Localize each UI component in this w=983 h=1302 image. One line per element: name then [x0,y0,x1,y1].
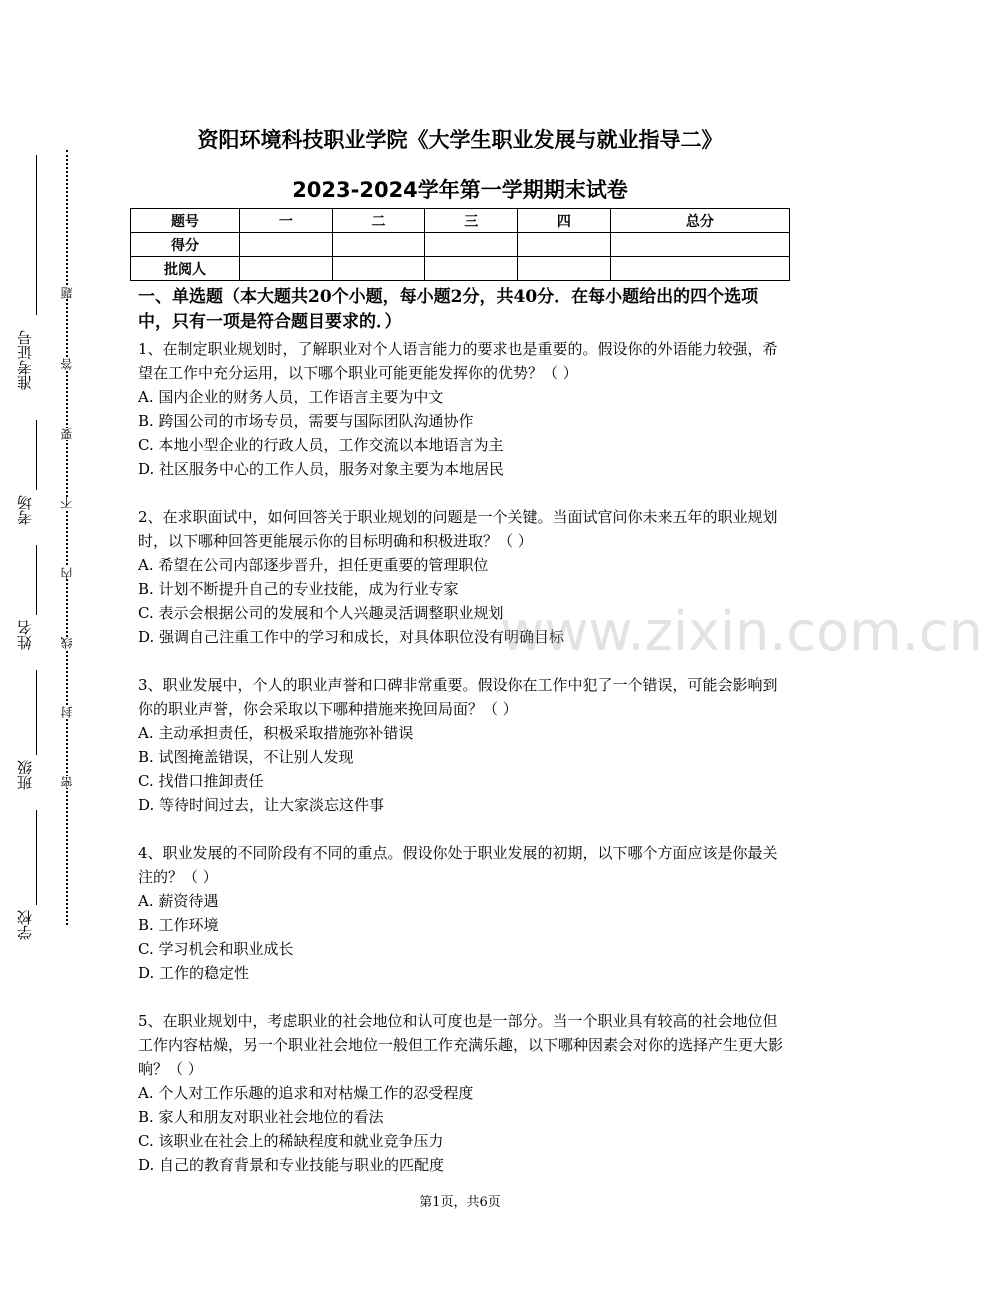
seal-char: 答 [60,358,74,370]
seal-dotted-line [66,150,68,925]
seal-char: 封 [60,706,74,718]
score-cell[interactable] [332,233,425,257]
margin-field-class: 班级 [16,760,34,790]
watermark: www.zixin.com.cn [500,600,983,663]
grader-cell[interactable] [332,257,425,281]
option-d: D. 自己的教育背景和专业技能与职业的匹配度 [138,1156,445,1174]
question-stem: 4、职业发展的不同阶段有不同的重点。假设你处于职业发展的初期，以下哪个方面应该是你最关注的？（ ） [138,844,778,886]
margin-field-school: 学校 [16,910,34,940]
exam-title: 资阳环境科技职业学院《大学生职业发展与就业指导二》 [197,128,723,152]
column-header: 四 [518,209,611,233]
question [138,673,788,817]
option-d: D. 等待时间过去，让大家淡忘这件事 [138,796,385,814]
option-d: D. 工作的稳定性 [138,964,250,982]
table-row [131,257,790,281]
question [138,337,788,481]
score-cell[interactable] [240,233,333,257]
row-label: 批阅人 [131,257,240,281]
option-a: A. 希望在公司内部逐步晋升，担任更重要的管理职位 [138,556,489,574]
question-stem: 3、职业发展中，个人的职业声誉和口碑非常重要。假设你在工作中犯了一个错误，可能会影响到你的职业声誉，你会采取以下哪种措施来挽回局面？（ ） [138,676,778,718]
question-stem: 1、在制定职业规划时，了解职业对个人语言能力的要求也是重要的。假设你的外语能力较强，希望在工作中充分运用，以下哪个职业可能更能发挥你的优势？（ ） [138,340,778,382]
score-table [130,208,790,281]
option-c: C. 该职业在社会上的稀缺程度和就业竞争压力 [138,1132,444,1150]
table-row [131,233,790,257]
option-b: B. 工作环境 [138,916,219,934]
table-row [131,209,790,233]
seal-char: 要 [60,428,74,440]
option-d: D. 强调自己注重工作中的学习和成长，对具体职位没有明确目标 [138,628,565,646]
option-a: A. 薪资待遇 [138,892,219,910]
exam-subtitle: 2023-2024学年第一学期期末试卷 [292,178,628,202]
column-header: 三 [425,209,518,233]
option-a: A. 个人对工作乐趣的追求和对枯燥工作的忍受程度 [138,1084,474,1102]
row-label: 得分 [131,233,240,257]
score-cell[interactable] [518,233,611,257]
score-cell[interactable] [610,233,789,257]
option-a: A. 国内企业的财务人员，工作语言主要为中文 [138,388,444,406]
grader-cell[interactable] [240,257,333,281]
grader-cell[interactable] [610,257,789,281]
seal-char: 线 [60,637,74,649]
question-stem: 5、在职业规划中，考虑职业的社会地位和认可度也是一部分。当一个职业具有较高的社会地位但工作内容枯燥，另一个职业社会地位一般但工作充满乐趣，以下哪种因素会对你的选择产生更大影响？（ ） [138,1012,784,1078]
seal-char: 内 [60,567,74,579]
option-b: B. 计划不断提升自己的专业技能，成为行业专家 [138,580,459,598]
seal-char: 题 [60,287,74,299]
option-b: B. 跨国公司的市场专员，需要与国际团队沟通协作 [138,412,474,430]
field-underline [36,155,37,315]
option-d: D. 社区服务中心的工作人员，服务对象主要为本地居民 [138,460,505,478]
column-header: 一 [240,209,333,233]
option-b: B. 家人和朋友对职业社会地位的看法 [138,1108,384,1126]
column-header: 二 [332,209,425,233]
question [138,1009,788,1177]
seal-char: 密 [60,776,74,788]
margin-field-name: 姓名 [16,620,34,650]
exam-body [138,285,788,1177]
option-c: C. 找借口推卸责任 [138,772,264,790]
margin-field-exam-room: 考场 [16,495,34,525]
option-c: C. 表示会根据公司的发展和个人兴趣灵活调整职业规划 [138,604,504,622]
seal-char: 不 [60,497,74,509]
option-b: B. 试图掩盖错误，不让别人发现 [138,748,354,766]
column-header: 总分 [610,209,789,233]
field-underline [36,810,37,905]
option-c: C. 学习机会和职业成长 [138,940,294,958]
row-label: 题号 [131,209,240,233]
grader-cell[interactable] [425,257,518,281]
question [138,841,788,985]
field-underline [36,545,37,615]
field-underline [36,420,37,490]
margin-field-exam-id: 准考证号 [16,330,34,390]
page-footer: 第1页，共6页 [419,1195,501,1210]
grader-cell[interactable] [518,257,611,281]
section-heading: 一、单选题（本大题共20个小题，每小题2分，共40分．在每小题给出的四个选项中，只有一项是符合题目要求的．） [138,287,759,332]
option-a: A. 主动承担责任，积极采取措施弥补错误 [138,724,414,742]
field-underline [36,670,37,755]
question-stem: 2、在求职面试中，如何回答关于职业规划的问题是一个关键。当面试官问你未来五年的职业规划时，以下哪种回答更能展示你的目标明确和积极进取？（ ） [138,508,778,550]
option-c: C. 本地小型企业的行政人员，工作交流以本地语言为主 [138,436,504,454]
score-cell[interactable] [425,233,518,257]
